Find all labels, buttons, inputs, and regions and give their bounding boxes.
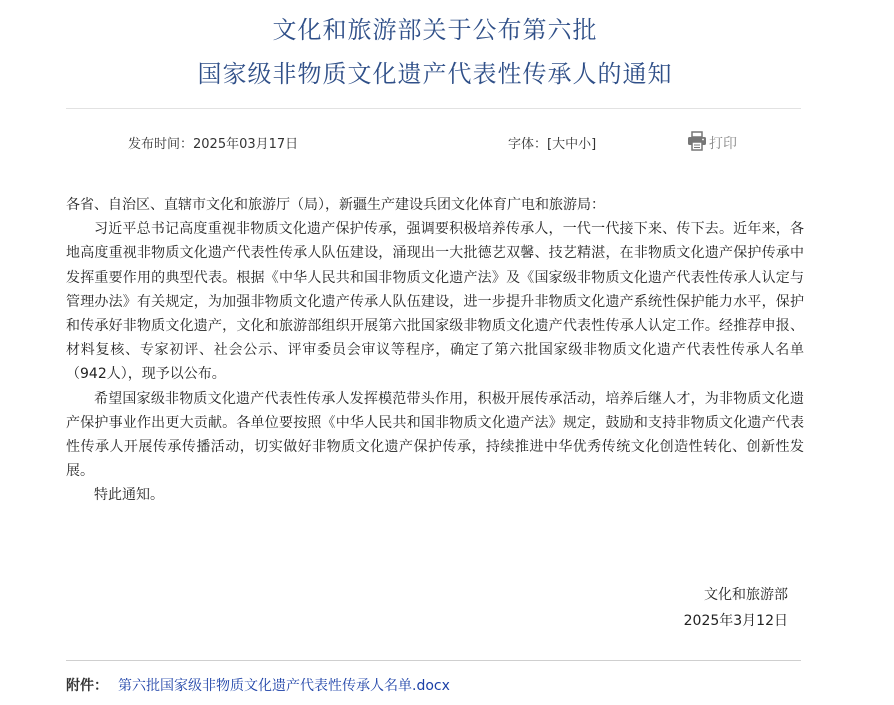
font-bracket-open: [ bbox=[547, 137, 553, 152]
page-title-line-2: 国家级非物质文化遗产代表性传承人的通知 bbox=[197, 60, 673, 88]
closing-line: 特此通知。 bbox=[94, 487, 164, 504]
attachment-row bbox=[66, 675, 450, 695]
notice-body bbox=[66, 193, 804, 508]
font-size-label: 字体： bbox=[508, 137, 548, 152]
font-size-large-button[interactable]: 大 bbox=[552, 137, 566, 152]
attachment-file-link[interactable]: 第六批国家级非物质文化遗产代表性传承人名单.docx bbox=[118, 678, 450, 694]
font-size-selector bbox=[508, 133, 596, 152]
signature-date: 2025年3月12日 bbox=[683, 613, 788, 629]
signature-organization: 文化和旅游部 bbox=[704, 587, 788, 603]
font-size-medium-button[interactable]: 中 bbox=[565, 137, 579, 152]
printer-icon bbox=[686, 130, 709, 156]
body-paragraph-1: 习近平总书记高度重视非物质文化遗产保护传承，强调要积极培养传承人，一代一代接下来、传下去。近年来，各地高度重视非物质文化遗产代表性传承人队伍建设，涌现出一大批德艺双馨、技艺精湛，在非物质文化遗产保护传承中发挥重要作用的典型代表。根据《中华人民共和国非物质文化遗产法》及《国家级非物质文化遗产代表性传承人认定与管理办法》有关规定，为加强非物质文化遗产传承人队伍建设，进一步提升非物质文化遗产系统性保护能力水平，保护和传承好非物质文化遗产，文化和旅游部组织开展第六批国家级非物质文化遗产代表性传承人认定工作。经推荐申报、材料复核、专家初评、社会公示、评审委员会审议等程序，确定了第六批国家级非物质文化遗产代表性传承人名单（942人），现予以公布。 bbox=[66, 221, 804, 383]
header-divider bbox=[66, 108, 801, 109]
publish-date: 2025年03月17日 bbox=[193, 137, 299, 152]
print-label: 打印 bbox=[709, 136, 737, 152]
page-title-line-1: 文化和旅游部关于公布第六批 bbox=[272, 16, 598, 44]
publish-info bbox=[128, 133, 298, 152]
attachment-divider bbox=[66, 660, 801, 661]
publish-label: 发布时间： bbox=[128, 137, 194, 152]
font-size-small-button[interactable]: 小 bbox=[578, 137, 592, 152]
print-button[interactable] bbox=[686, 130, 737, 156]
font-bracket-close: ] bbox=[591, 137, 597, 152]
body-paragraph-2: 希望国家级非物质文化遗产代表性传承人发挥模范带头作用，积极开展传承活动，培养后继人才，为非物质文化遗产保护事业作出更大贡献。各单位要按照《中华人民共和国非物质文化遗产法》规定，鼓励和支持非物质文化遗产代表性传承人开展传承传播活动，切实做好非物质文化遗产保护传承，持续推进中华优秀传统文化创造性转化、创新性发展。 bbox=[66, 390, 804, 480]
attachment-label: 附件： bbox=[66, 678, 108, 694]
salutation: 各省、自治区、直辖市文化和旅游厅（局），新疆生产建设兵团文化体育广电和旅游局： bbox=[66, 197, 605, 213]
